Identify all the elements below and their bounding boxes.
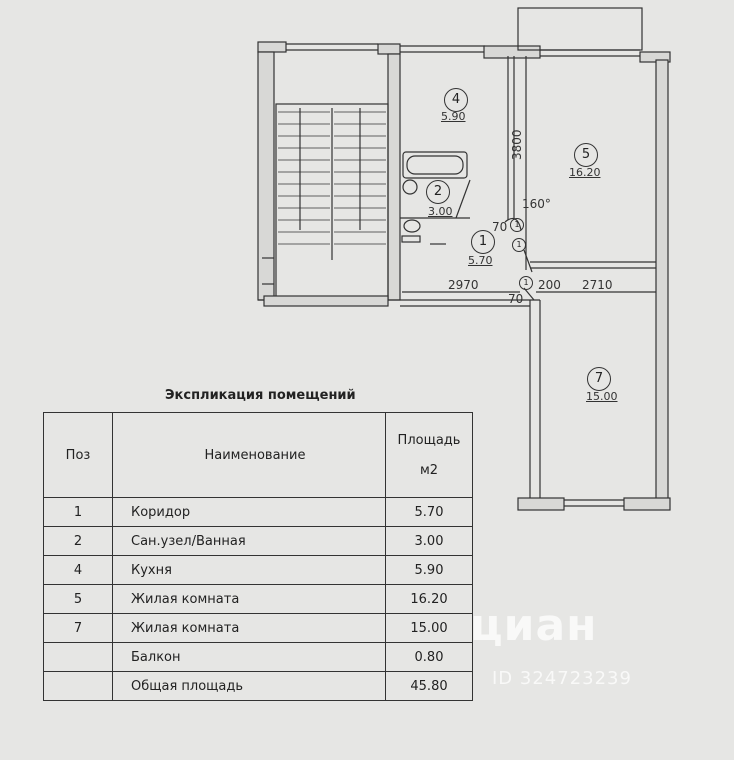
table-row [44, 643, 473, 672]
cell-pos [44, 643, 113, 672]
wall-bottom-stair [264, 296, 388, 306]
room-5-area: 16.20 [569, 166, 601, 179]
room-5-number: 5 [574, 143, 598, 167]
cell-name: Кухня [113, 556, 386, 585]
door-mark: 1 [510, 218, 524, 232]
watermark-id: ID 324723239 [492, 668, 632, 689]
header-name: Наименование [113, 413, 386, 498]
cell-area: 16.20 [386, 585, 473, 614]
balcony-top [518, 8, 642, 50]
table-row [44, 614, 473, 643]
table-row [44, 585, 473, 614]
cell-pos: 1 [44, 498, 113, 527]
room-1-number: 1 [471, 230, 495, 254]
cell-area: 15.00 [386, 614, 473, 643]
cell-name: Коридор [113, 498, 386, 527]
table-row [44, 672, 473, 701]
cell-area: 5.70 [386, 498, 473, 527]
dim-70b: 70 [508, 292, 524, 306]
cell-pos: 5 [44, 585, 113, 614]
toilet [404, 220, 420, 232]
cell-name: Балкон [113, 643, 386, 672]
dim-70a: 70 [492, 220, 508, 234]
wall-right [656, 60, 668, 500]
table-row [44, 556, 473, 585]
cell-pos: 7 [44, 614, 113, 643]
dim-2710: 2710 [582, 278, 613, 292]
cell-area: 5.90 [386, 556, 473, 585]
wall-stair-right [388, 54, 400, 300]
header-area [386, 413, 473, 498]
door-mark: 1 [519, 276, 533, 290]
room-1-area: 5.70 [468, 254, 493, 267]
door-mark: 1 [512, 238, 526, 252]
wall-top-left [258, 42, 286, 52]
wall-top-kitchen [484, 46, 540, 58]
sink [403, 180, 417, 194]
cell-pos [44, 672, 113, 701]
cell-name: Общая площадь [113, 672, 386, 701]
room-4-number: 4 [444, 88, 468, 112]
header-area-line1: Площадь [397, 432, 461, 448]
wall-top-mid [378, 44, 400, 54]
cell-name: Жилая комната [113, 585, 386, 614]
dim-3800: 3800 [510, 129, 524, 160]
header-area-line2: м2 [419, 462, 439, 478]
table-header [44, 413, 473, 498]
table-row [44, 498, 473, 527]
cell-area: 45.80 [386, 672, 473, 701]
room-2-area: 3.00 [428, 205, 453, 218]
cell-name: Сан.узел/Ванная [113, 527, 386, 556]
dim-2970: 2970 [448, 278, 479, 292]
wall-bottom-right [624, 498, 670, 510]
explication-table [43, 412, 473, 701]
room-7-number: 7 [587, 367, 611, 391]
dim-200: 200 [538, 278, 561, 292]
room-7-area: 15.00 [586, 390, 618, 403]
header-pos: Поз [44, 413, 113, 498]
cell-area: 3.00 [386, 527, 473, 556]
cell-area: 0.80 [386, 643, 473, 672]
room-4-area: 5.90 [441, 110, 466, 123]
table-title: Экспликация помещений [165, 388, 356, 403]
wall-left [258, 52, 274, 300]
cell-pos: 2 [44, 527, 113, 556]
dim-160: 160° [522, 197, 551, 211]
table-row [44, 527, 473, 556]
cell-pos: 4 [44, 556, 113, 585]
room-2-number: 2 [426, 180, 450, 204]
watermark-logo: циан [470, 600, 598, 651]
cell-name: Жилая комната [113, 614, 386, 643]
wall-bottom-left [518, 498, 564, 510]
